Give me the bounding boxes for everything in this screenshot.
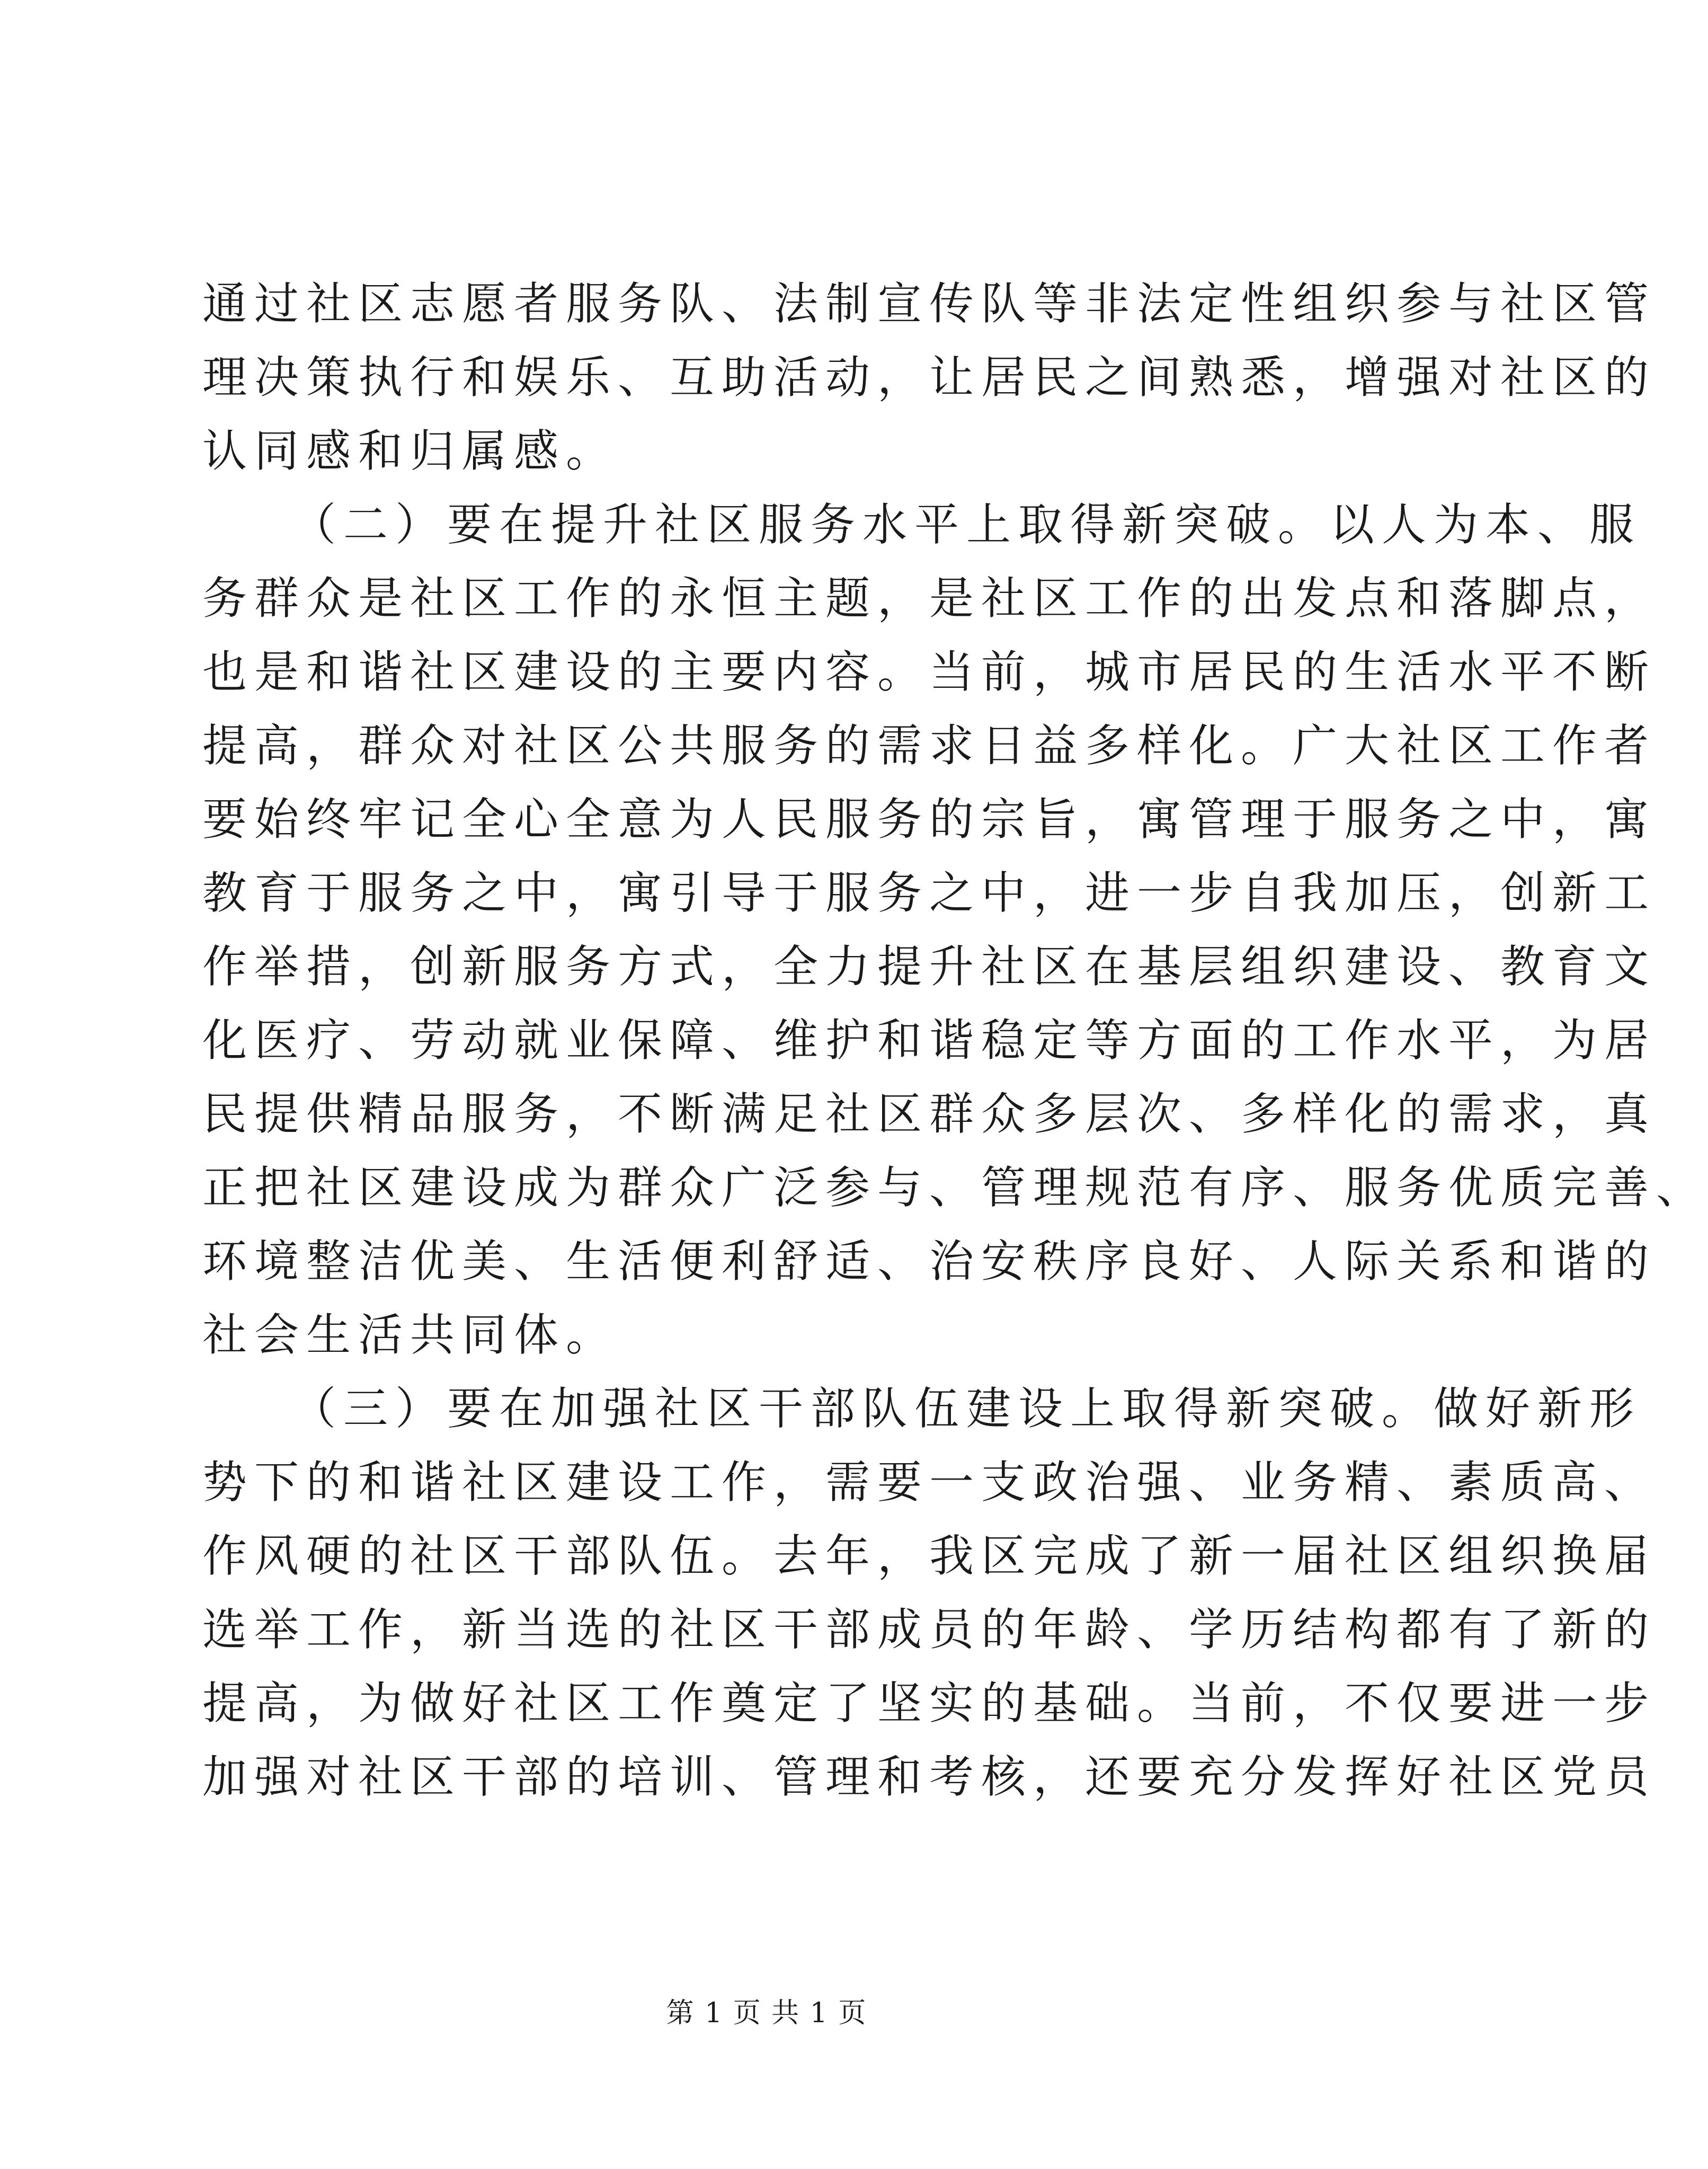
paragraph-1 xyxy=(202,276,1657,479)
document-body xyxy=(202,276,1708,1822)
text-line: 要始终牢记全心全意为人民服务的宗旨，寓管理于服务之中，寓 xyxy=(202,793,1657,845)
text-line: 提高，为做好社区工作奠定了坚实的基础。当前，不仅要进一步 xyxy=(202,1677,1657,1729)
text-line: 也是和谐社区建设的主要内容。当前，城市居民的生活水平不断 xyxy=(202,646,1657,698)
page-footer: 第 1 页 共 1 页 xyxy=(666,1997,867,2029)
text-line: 作举措，创新服务方式，全力提升社区在基层组织建设、教育文 xyxy=(202,941,1657,993)
text-line: 务群众是社区工作的永恒主题，是社区工作的出发点和落脚点， xyxy=(202,572,1657,624)
text-line: 提高，群众对社区公共服务的需求日益多样化。广大社区工作者 xyxy=(202,720,1657,772)
text-line: 社会生活共同体。 xyxy=(202,1309,618,1361)
text-line: 化医疗、劳动就业保障、维护和谐稳定等方面的工作水平，为居 xyxy=(202,1014,1657,1066)
paragraph-2 xyxy=(202,497,1708,1363)
text-line: 理决策执行和娱乐、互助活动，让居民之间熟悉，增强对社区的 xyxy=(202,351,1657,403)
text-line: 势下的和谐社区建设工作，需要一支政治强、业务精、素质高、 xyxy=(202,1456,1657,1508)
text-line: 环境整洁优美、生活便利舒适、治安秩序良好、人际关系和谐的 xyxy=(202,1235,1657,1287)
text-line: 通过社区志愿者服务队、法制宣传队等非法定性组织参与社区管 xyxy=(202,278,1657,330)
text-line: （二）要在提升社区服务水平上取得新突破。以人为本、服 xyxy=(291,499,1642,551)
text-line: 教育于服务之中，寓引导于服务之中，进一步自我加压，创新工 xyxy=(202,867,1657,919)
text-line: 加强对社区干部的培训、管理和考核，还要充分发挥好社区党员 xyxy=(202,1751,1657,1803)
text-line: 正把社区建设成为群众广泛参与、管理规范有序、服务优质完善、 xyxy=(202,1162,1708,1214)
text-line: （三）要在加强社区干部队伍建设上取得新突破。做好新形 xyxy=(291,1383,1642,1435)
text-line: 选举工作，新当选的社区干部成员的年龄、学历结构都有了新的 xyxy=(202,1604,1657,1655)
text-line: 认同感和归属感。 xyxy=(202,425,618,477)
paragraph-3 xyxy=(202,1380,1657,1805)
text-line: 作风硬的社区干部队伍。去年，我区完成了新一届社区组织换届 xyxy=(202,1530,1657,1582)
text-line: 民提供精品服务，不断满足社区群众多层次、多样化的需求，真 xyxy=(202,1088,1657,1140)
